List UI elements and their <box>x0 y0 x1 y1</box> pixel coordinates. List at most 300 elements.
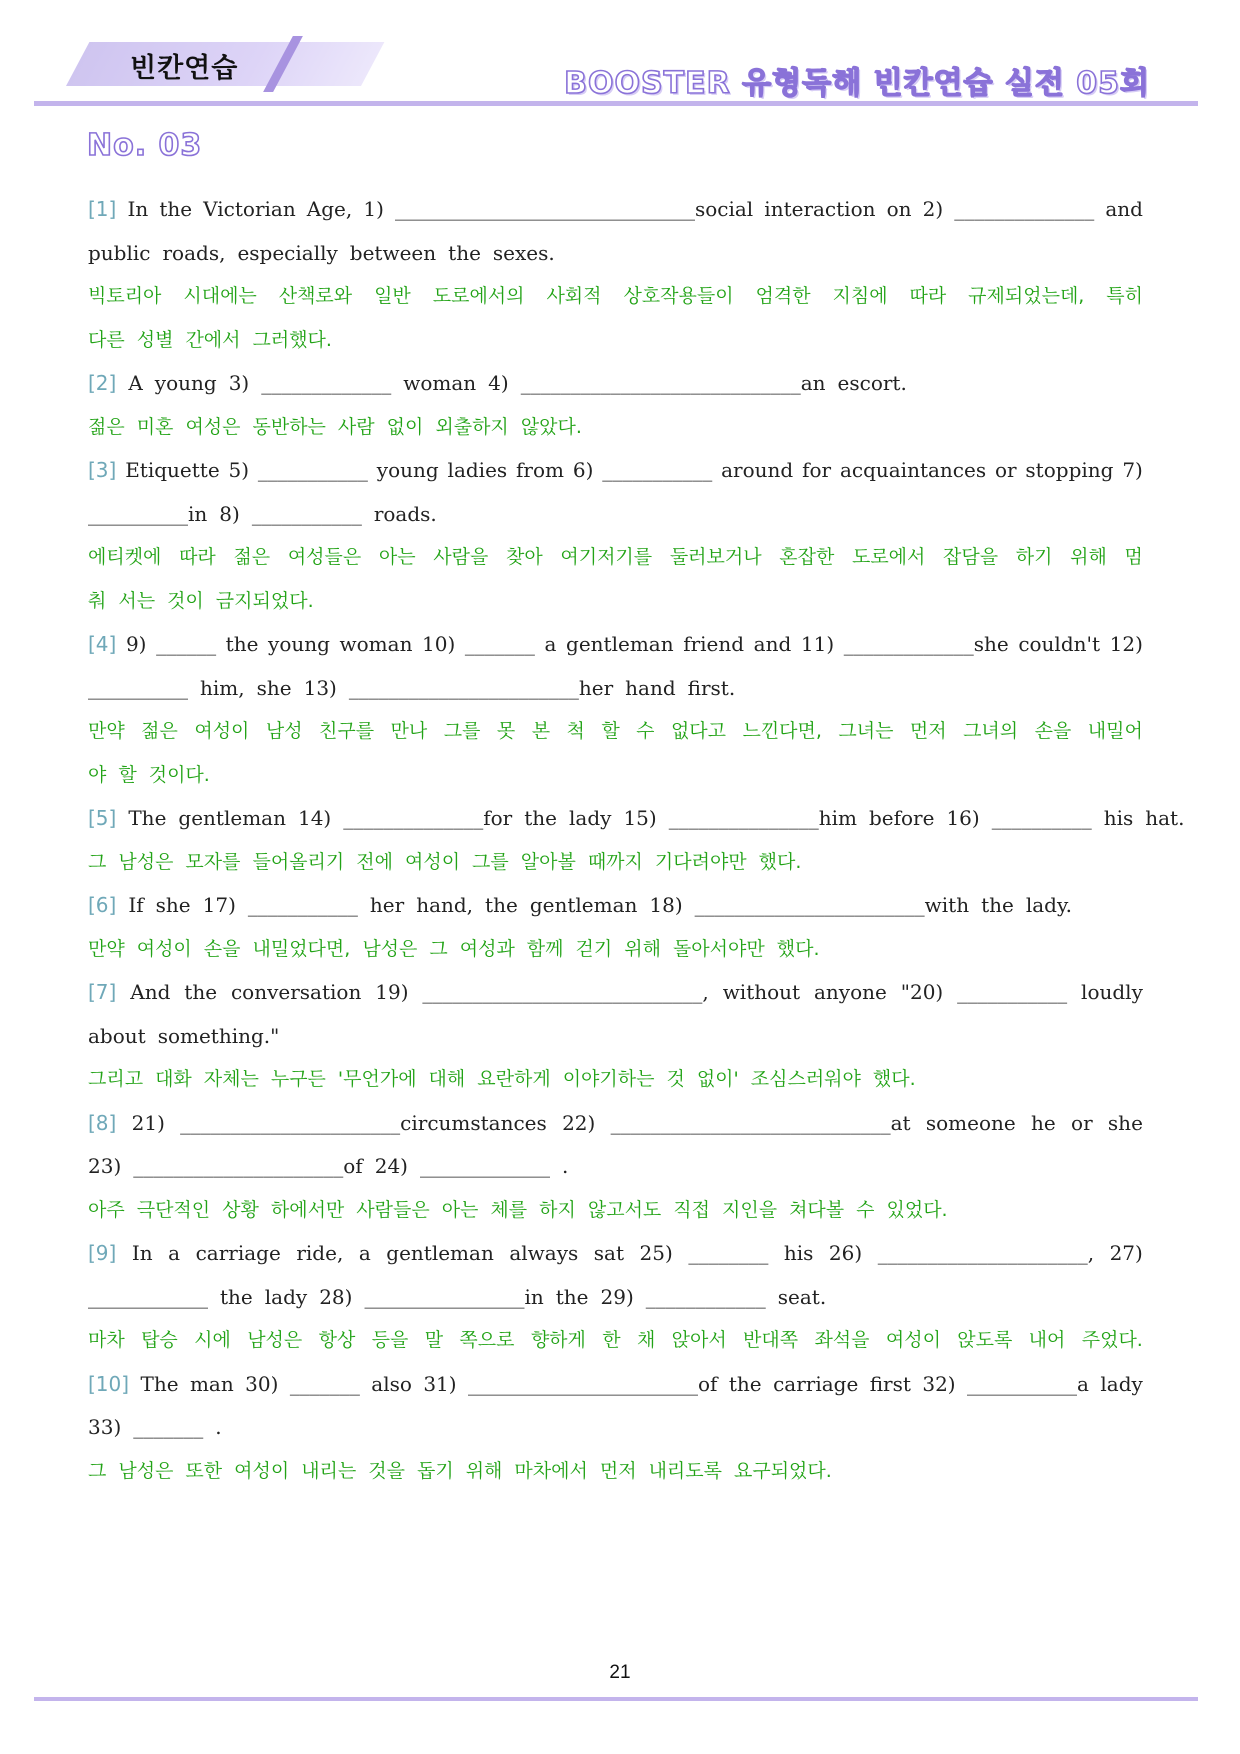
word: 척 <box>566 720 585 742</box>
word: _______________________with <box>694 893 970 917</box>
word: 33) <box>88 1415 122 1439</box>
word: 그 <box>429 937 448 960</box>
word: 엄격한 <box>755 285 811 307</box>
word: roads. <box>373 501 437 526</box>
sentence-number: [7] <box>88 980 117 1004</box>
sentence-line <box>88 667 1143 711</box>
word: gentleman <box>178 806 286 830</box>
word: 하에서만 <box>270 1198 345 1221</box>
word: __________ <box>88 675 188 700</box>
word: 여기저기를 <box>560 546 653 568</box>
translation-line <box>88 580 1143 624</box>
word: 8) <box>219 501 240 526</box>
word: 내리는 <box>301 1459 357 1482</box>
word: around <box>721 458 794 482</box>
sentence-line <box>88 797 1185 841</box>
word: 손을 <box>1034 720 1072 742</box>
word: 그리고 <box>88 1068 144 1090</box>
word: 그녀는 <box>838 720 894 742</box>
word: 26) <box>828 1241 863 1265</box>
word: young <box>268 632 330 656</box>
word: 내어 <box>1028 1329 1066 1351</box>
word: 할 <box>118 763 137 786</box>
word: first <box>869 1371 911 1396</box>
word: interaction <box>764 197 876 221</box>
word: or <box>1071 1110 1093 1135</box>
word: ladies <box>447 458 508 482</box>
word: 30) <box>245 1371 279 1396</box>
word: 젊은 <box>88 415 125 438</box>
header-tab-label: 빈칸연습 <box>130 53 239 84</box>
word: 손을 <box>203 937 241 960</box>
word: 여성이 <box>136 937 192 960</box>
word: 13) <box>303 675 337 700</box>
word: 하지 <box>539 1198 576 1221</box>
word: 않고서도 <box>587 1198 662 1221</box>
word: 찾아 <box>506 546 543 568</box>
word: 21) <box>131 1110 165 1135</box>
word: ______________________________social <box>394 197 754 221</box>
word: gentleman <box>386 1241 494 1265</box>
passage-body <box>88 188 1185 1493</box>
word: he <box>1031 1110 1056 1135</box>
word: "20) <box>900 980 944 1004</box>
word: 반대쪽 <box>743 1329 799 1351</box>
sentence-line <box>88 188 1143 232</box>
word: 도로에서의 <box>432 285 525 307</box>
word: the <box>220 1284 253 1309</box>
sentence-line <box>88 1363 1143 1407</box>
word: 한 <box>602 1329 621 1351</box>
word: 서는 <box>118 589 156 612</box>
word: 아는 <box>378 546 416 568</box>
word: 따라 <box>179 546 216 568</box>
word: 남성은 <box>362 937 418 960</box>
word: and <box>1105 197 1143 221</box>
word: _______ <box>289 1371 360 1396</box>
word: ride, <box>296 1241 344 1265</box>
word: 것이다. <box>148 763 210 786</box>
word: public <box>88 240 151 265</box>
translation-line <box>88 406 1143 450</box>
word: 7) <box>1122 458 1143 482</box>
word: 없이 <box>386 415 424 438</box>
sentence-number: [2] <box>88 371 117 395</box>
sentence-number: [6] <box>88 893 117 917</box>
word: The <box>128 806 167 830</box>
word: or <box>994 458 1017 482</box>
word: something." <box>157 1023 280 1048</box>
word: 산책로와 <box>278 285 353 307</box>
word: 내밀었다면, <box>252 937 351 960</box>
word: 그 <box>88 850 107 873</box>
word: 돌아서야만 <box>672 937 765 960</box>
word: 마차 <box>88 1329 125 1351</box>
word: 쳐다볼 <box>789 1198 845 1221</box>
word: ____________________________, <box>422 980 709 1004</box>
word: ____________________________at <box>610 1110 911 1135</box>
word: his <box>783 1241 814 1265</box>
word: _______________him <box>668 806 857 830</box>
word: the <box>485 893 518 917</box>
word: 11) <box>800 632 835 656</box>
word: 위해 <box>1070 546 1107 568</box>
word: The <box>140 1371 179 1396</box>
word: man <box>189 1371 234 1396</box>
word: 둘러보거나 <box>669 546 762 568</box>
word: loudly <box>1081 980 1143 1004</box>
word: 여성이 <box>194 720 250 742</box>
word: 여성과 <box>459 937 515 960</box>
word: 그를 <box>443 720 481 742</box>
word: 했다. <box>758 850 802 873</box>
word: 에티켓에 <box>88 546 162 568</box>
sentence-line <box>88 623 1143 667</box>
sentence-line <box>88 1102 1143 1146</box>
word: 모자를 <box>185 850 241 873</box>
word: 혼잡한 <box>779 546 835 568</box>
word: 18) <box>649 893 683 917</box>
word: 없다고 <box>670 720 727 742</box>
word: 느낀다면, <box>742 720 822 742</box>
word: 돕기 <box>416 1459 454 1482</box>
word: hat. <box>1145 806 1185 830</box>
word: 것을 <box>368 1459 405 1482</box>
word: someone <box>925 1110 1016 1135</box>
translation-line <box>88 1189 1143 1233</box>
word: 빅토리아 <box>88 285 162 307</box>
word: ______ <box>156 632 217 656</box>
word: 먼저 <box>599 1459 637 1482</box>
word: gentleman <box>529 893 638 917</box>
sentence-line <box>88 1406 1143 1450</box>
word: him, <box>200 675 245 700</box>
word: woman <box>403 371 477 395</box>
word: 그를 <box>472 850 509 873</box>
word: roads, <box>162 240 226 265</box>
word: 향하게 <box>530 1329 586 1351</box>
word: 그러했다. <box>252 328 332 351</box>
word: a <box>358 1241 371 1265</box>
word: ___________ <box>257 458 368 482</box>
word: 남성은 <box>118 1459 174 1482</box>
word: 29) <box>600 1284 634 1309</box>
word: 것이 <box>167 589 204 612</box>
word: 젊은 <box>233 546 271 568</box>
word: 아는 <box>441 1198 479 1221</box>
word: 14) <box>297 806 332 830</box>
word: ______________for <box>343 806 513 830</box>
word: 지인을 <box>722 1198 778 1221</box>
word: 동반하는 <box>252 415 326 438</box>
word: 10) <box>422 632 456 656</box>
sentence-number: [10] <box>88 1371 130 1396</box>
word: 25) <box>639 1241 673 1265</box>
sentence-number: [1] <box>88 197 117 221</box>
word: 12) <box>1109 632 1143 656</box>
word: 사회적 <box>546 285 602 307</box>
word: she <box>1107 1110 1143 1135</box>
word: 알아볼 <box>520 850 576 873</box>
word: 기다려야만 <box>654 850 747 873</box>
word: _____________________of <box>133 1154 363 1178</box>
word: between <box>349 240 437 265</box>
word: 잡담을 <box>943 546 999 568</box>
word: ________________in <box>364 1284 544 1309</box>
translation-line <box>88 710 1143 754</box>
word: 4) <box>488 371 509 395</box>
word: 남성 <box>265 720 303 742</box>
word: _____________ <box>419 1154 550 1178</box>
word: 누구든 <box>270 1068 326 1090</box>
word: 것 <box>666 1068 685 1090</box>
word: ___________ <box>957 980 1068 1004</box>
word: without <box>722 980 801 1004</box>
word: 했다. <box>872 1068 916 1090</box>
problem-label: No. 03 <box>87 128 203 163</box>
word: 만나 <box>390 720 428 742</box>
word: _______ <box>464 632 535 656</box>
word: 17) <box>202 893 236 917</box>
word: In <box>131 1241 153 1265</box>
word: seat. <box>777 1284 827 1309</box>
word: the <box>225 632 259 656</box>
word: 했다. <box>776 937 820 960</box>
sentence-line <box>88 884 1143 928</box>
word: sexes. <box>492 240 555 265</box>
word: she <box>155 893 191 917</box>
word: the <box>184 980 218 1004</box>
word: 1) <box>363 197 384 221</box>
word: 19) <box>375 980 409 1004</box>
word: 멈 <box>1124 546 1143 568</box>
page-number: 21 <box>609 1662 631 1683</box>
translation-line <box>88 319 1143 363</box>
word: 말 <box>424 1329 444 1351</box>
word: and <box>753 632 792 656</box>
word: his <box>1103 806 1134 830</box>
word: _____________she <box>843 632 1009 656</box>
word: __________ <box>991 806 1092 830</box>
word: she <box>256 675 292 700</box>
word: 28) <box>319 1284 353 1309</box>
word: 직접 <box>673 1198 710 1221</box>
footer-divider <box>34 1697 1198 1701</box>
sentence-line <box>88 493 1143 537</box>
word: 그녀의 <box>963 720 1019 742</box>
word: '무언가에 <box>337 1068 417 1090</box>
word: from <box>516 458 564 482</box>
translation-line <box>88 754 1143 798</box>
word: 일반 <box>374 285 411 307</box>
word: lady <box>569 806 612 830</box>
word: 체를 <box>490 1198 528 1221</box>
sentence-line <box>88 1015 1143 1059</box>
word: about <box>88 1023 146 1048</box>
word: lady <box>1100 1371 1143 1396</box>
word: her <box>369 893 405 917</box>
word: ____________ <box>645 1284 766 1309</box>
word: carriage <box>195 1241 281 1265</box>
sentence-number: [8] <box>88 1110 117 1135</box>
word: gentleman <box>566 632 674 656</box>
word: Age, <box>306 197 353 221</box>
header-tab <box>66 42 361 86</box>
word: ____________________________an <box>520 371 826 395</box>
word: 남성은 <box>247 1329 303 1351</box>
word: 미혼 <box>136 415 174 438</box>
translation-line <box>88 1058 1143 1102</box>
word: 31) <box>423 1371 457 1396</box>
translation-line <box>88 275 1143 319</box>
word: 앉도록 <box>957 1329 1013 1351</box>
word: 못 <box>496 720 516 742</box>
word: 3) <box>228 371 250 395</box>
word: woman <box>339 632 413 656</box>
word: 그 <box>88 1459 107 1482</box>
word: ___________ <box>247 893 358 917</box>
word: 32) <box>922 1371 956 1396</box>
word: lady. <box>1025 893 1072 917</box>
word: 이야기하는 <box>562 1068 655 1090</box>
word: And <box>130 980 171 1004</box>
word: 하기 <box>1015 546 1053 568</box>
word: 도로에서 <box>851 546 926 568</box>
word: 극단적인 <box>136 1198 211 1221</box>
word: 할 <box>601 720 620 742</box>
translation-line <box>88 1450 1143 1494</box>
word: 6) <box>572 458 594 482</box>
word: 여성은 <box>185 415 241 438</box>
word: _____________________, <box>877 1241 1095 1265</box>
word: 위해 <box>465 1459 503 1482</box>
sentence-line <box>88 449 1143 493</box>
word: always <box>509 1241 579 1265</box>
word: 대해 <box>428 1068 466 1090</box>
sentence-line <box>88 971 1143 1015</box>
word: 여성들은 <box>287 546 362 568</box>
word: 16) <box>946 806 980 830</box>
word: __________in <box>88 501 208 526</box>
sentence-number: [4] <box>88 632 117 656</box>
word: 위해 <box>624 937 661 960</box>
word: 만약 <box>88 937 125 960</box>
word: 여성이 <box>234 1459 290 1482</box>
word: _______________________of <box>468 1371 718 1396</box>
word: 수 <box>636 720 655 742</box>
word: 걷기 <box>575 937 613 960</box>
word: 9) <box>125 632 147 656</box>
sentence-number: [5] <box>88 806 117 830</box>
word: 등을 <box>371 1329 409 1351</box>
word: the <box>448 240 481 265</box>
sentence-line <box>88 1145 1143 1189</box>
sentence-number: [9] <box>88 1241 117 1265</box>
word: the <box>159 197 193 221</box>
word: _______________________her <box>348 675 614 700</box>
word: 함께 <box>526 937 564 960</box>
word: 있었다. <box>886 1198 948 1221</box>
word: 요란하게 <box>477 1068 551 1090</box>
word: 아주 <box>88 1198 125 1221</box>
word: 사람 <box>337 415 375 438</box>
word: 외출하지 <box>435 415 509 438</box>
word: young <box>154 371 217 395</box>
word: 조심스러워야 <box>750 1068 861 1090</box>
word: ___________ <box>602 458 713 482</box>
translation-line <box>88 1319 1143 1363</box>
word: hand, <box>416 893 474 917</box>
word: ______________________circumstances <box>180 1110 547 1135</box>
word: 특히 <box>1106 285 1143 307</box>
word: 본 <box>531 720 551 742</box>
word: hand <box>625 675 676 700</box>
word: ______________ <box>954 197 1095 221</box>
sentence-line <box>88 232 1143 276</box>
word: also <box>371 1371 412 1396</box>
word: 주었다. <box>1081 1329 1143 1351</box>
word: 탑승 <box>141 1329 178 1351</box>
word: 다른 <box>88 328 125 351</box>
word: especially <box>237 240 338 265</box>
word: 야 <box>88 763 107 786</box>
word: 또한 <box>185 1459 223 1482</box>
word: _______ <box>133 1415 204 1439</box>
word: anyone <box>814 980 887 1004</box>
word: 대화 <box>155 1068 192 1090</box>
word: 먼저 <box>909 720 947 742</box>
word: young <box>376 458 439 482</box>
word: the <box>728 1371 762 1396</box>
word: 전에 <box>356 850 393 873</box>
word: 때까지 <box>587 850 643 873</box>
word: the <box>981 893 1014 917</box>
word: conversation <box>230 980 362 1004</box>
word: Etiquette <box>125 458 220 482</box>
word: 간에서 <box>185 328 241 351</box>
word: a <box>168 1241 181 1265</box>
word: 성별 <box>136 328 174 351</box>
word: first. <box>687 675 736 700</box>
word: 5) <box>228 458 250 482</box>
word: 친구를 <box>319 720 375 742</box>
word: friend <box>683 632 745 656</box>
word: 금지되었다. <box>215 589 314 612</box>
word: before <box>868 806 935 830</box>
word: 23) <box>88 1154 122 1178</box>
word: 여성이 <box>885 1329 941 1351</box>
word: 15) <box>623 806 657 830</box>
word: ____________ <box>88 1284 208 1309</box>
word: 지침에 <box>832 285 888 307</box>
word: 사람들은 <box>356 1198 430 1221</box>
word: 채 <box>636 1329 656 1351</box>
word: 내리도록 <box>648 1459 722 1482</box>
word: _____________ <box>261 371 392 395</box>
word: 않았다. <box>520 415 582 438</box>
word: Victorian <box>203 197 296 221</box>
word: for <box>802 458 832 482</box>
word: the <box>524 806 558 830</box>
word: 쪽으로 <box>459 1329 515 1351</box>
word: 여성이 <box>404 850 461 873</box>
word: on <box>886 197 912 221</box>
word: 자체는 <box>203 1068 259 1090</box>
translation-line <box>88 536 1143 580</box>
word: lady <box>264 1284 308 1309</box>
word: 좌석을 <box>814 1329 870 1351</box>
word: 없이' <box>696 1068 739 1090</box>
